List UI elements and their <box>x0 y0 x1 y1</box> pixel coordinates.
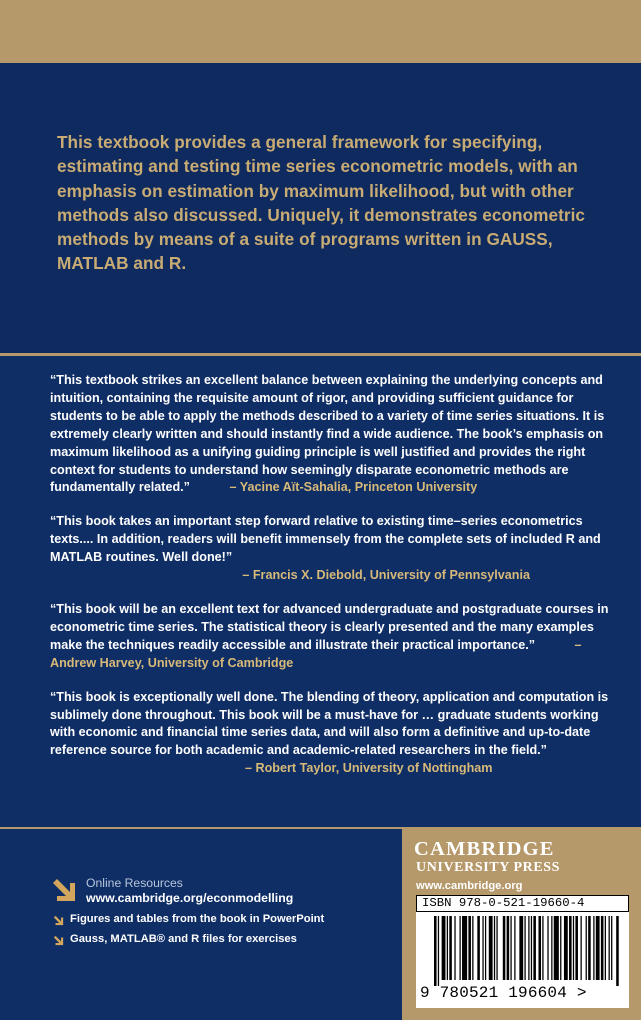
barcode-bar <box>477 916 480 980</box>
barcode-bar <box>462 916 467 980</box>
barcode-bar <box>575 916 578 980</box>
barcode-bar <box>573 916 574 980</box>
endorsement-text: “This book takes an important step forward relative to existing time–series econometrics texts.... In addition, readers will benefit immensely from the complete sets of included R and MATLAB routines. Well done!” <box>50 514 601 565</box>
barcode-bar <box>596 916 600 980</box>
barcode-bar <box>482 916 483 980</box>
barcode-bar <box>507 916 510 980</box>
barcode-bar <box>496 916 497 980</box>
book-description: This textbook provides a general framework for specifying, estimating and testing time series econometric models, with an emphasis on estimation by maximum likelihood, but with other methods also discussed. Uniquely, it demonstrates econometric methods by means of a suite of programs written in GAUSS, MATLAB and R. <box>57 132 586 274</box>
publisher-logo <box>414 838 629 894</box>
resource-item <box>53 912 391 926</box>
resource-item-text: Figures and tables from the book in PowerPoint <box>70 913 325 925</box>
barcode-bar <box>510 916 511 980</box>
barcode-bar <box>447 916 448 980</box>
publisher-subname: UNIVERSITY PRESS <box>416 860 561 875</box>
barcode-bar <box>569 916 572 980</box>
arrow-down-right-icon <box>51 877 77 903</box>
barcode-bar <box>514 916 515 980</box>
barcode-bar <box>528 916 529 980</box>
top-gold-band <box>0 0 641 63</box>
barcode-bar <box>489 916 493 980</box>
endorsement-attribution: – Robert Taylor, University of Nottingham <box>245 761 493 776</box>
barcode-bar <box>547 916 548 980</box>
barcode-digits: 9 780521 196604 > <box>420 984 587 1002</box>
online-resources <box>51 876 391 946</box>
barcode-bar <box>616 916 619 986</box>
barcode-bar <box>611 916 612 980</box>
endorsement-attribution: – Yacine Aït-Sahalia, Princeton University <box>229 480 478 495</box>
barcode-bar <box>542 916 543 980</box>
arrow-down-right-icon <box>53 935 64 946</box>
resource-item-text: Gauss, MATLAB® and R files for exercises <box>70 933 297 945</box>
endorsement-text: “This book is exceptionally well done. The blending of theory, application and computation is sublimely done throughout. This book will be a must-have for … graduate students working with economic and financial time series data, and will also form a definitive and up-to-date reference source for both academic and academic-related researchers in the field.” <box>50 689 609 758</box>
barcode-bar <box>605 916 606 980</box>
endorsement-attribution: – Andrew Harvey, University of Cambridge <box>50 637 582 670</box>
barcode-bar <box>609 916 610 980</box>
barcode-bar <box>485 916 486 980</box>
endorsement-attribution: – Francis X. Diebold, University of Pennsylvania <box>242 568 530 583</box>
barcode-bar <box>438 916 439 986</box>
barcode-bar <box>454 916 455 980</box>
barcode-bar <box>442 916 446 980</box>
barcode-bar <box>560 916 561 980</box>
barcode-bar <box>564 916 568 980</box>
barcode-bars <box>434 916 620 986</box>
isbn-barcode <box>416 895 629 1008</box>
online-resources-label: Online Resources <box>86 876 183 890</box>
barcode-bar <box>524 916 525 980</box>
publisher-url: www.cambridge.org <box>416 880 523 892</box>
barcode-bar <box>581 916 582 980</box>
online-resources-url[interactable]: www.cambridge.org/econmodelling <box>86 891 294 905</box>
endorsement-4 <box>50 689 610 779</box>
endorsements <box>50 372 610 794</box>
barcode-bar <box>601 916 604 980</box>
barcode-bar <box>538 916 541 980</box>
resource-item <box>53 932 391 946</box>
endorsement-2 <box>50 513 610 585</box>
barcode-bar <box>459 916 460 980</box>
online-resources-header <box>51 876 391 906</box>
barcode-bar <box>434 916 437 986</box>
endorsement-text: “This textbook strikes an excellent balance between explaining the underlying concepts and intuition, containing the requisite amount of rigor, and providing sufficient guidance for students to be able to apply the methods described to a variety of time series situations. It is extremely clearly written and should instantly find a wide audience. The book’s emphasis on maximum likelihood as a unifying guiding principle is well justified and provides the right context for students to understand how seemingly disparate econometric methods are fundamentally related.” <box>50 373 605 495</box>
barcode-bar <box>472 916 473 980</box>
endorsement-1 <box>50 372 610 497</box>
barcode-bar <box>593 916 594 980</box>
barcode-bar <box>468 916 471 980</box>
barcode-bar <box>494 916 495 980</box>
barcode-bar <box>588 916 591 980</box>
isbn-label: ISBN 978-0-521-19660-4 <box>416 895 629 912</box>
arrow-down-right-icon <box>53 915 64 926</box>
barcode-bar <box>503 916 506 980</box>
publisher-name: CAMBRIDGE <box>414 838 555 860</box>
endorsement-text: “This book will be an excellent text for advanced undergraduate and postgraduate courses in econometric time series. The statistical theory is clearly presented and the many examples make the techniques readily accessible and illustrate their practical importance.” <box>50 601 609 652</box>
barcode-bar <box>531 916 532 980</box>
endorsement-3 <box>50 601 610 673</box>
barcode-bar <box>551 916 552 980</box>
barcode-bar <box>519 916 523 980</box>
barcode-bar <box>586 916 587 980</box>
barcode-bar <box>449 916 452 980</box>
barcode-bar <box>554 916 559 980</box>
barcode-bar <box>533 916 536 980</box>
